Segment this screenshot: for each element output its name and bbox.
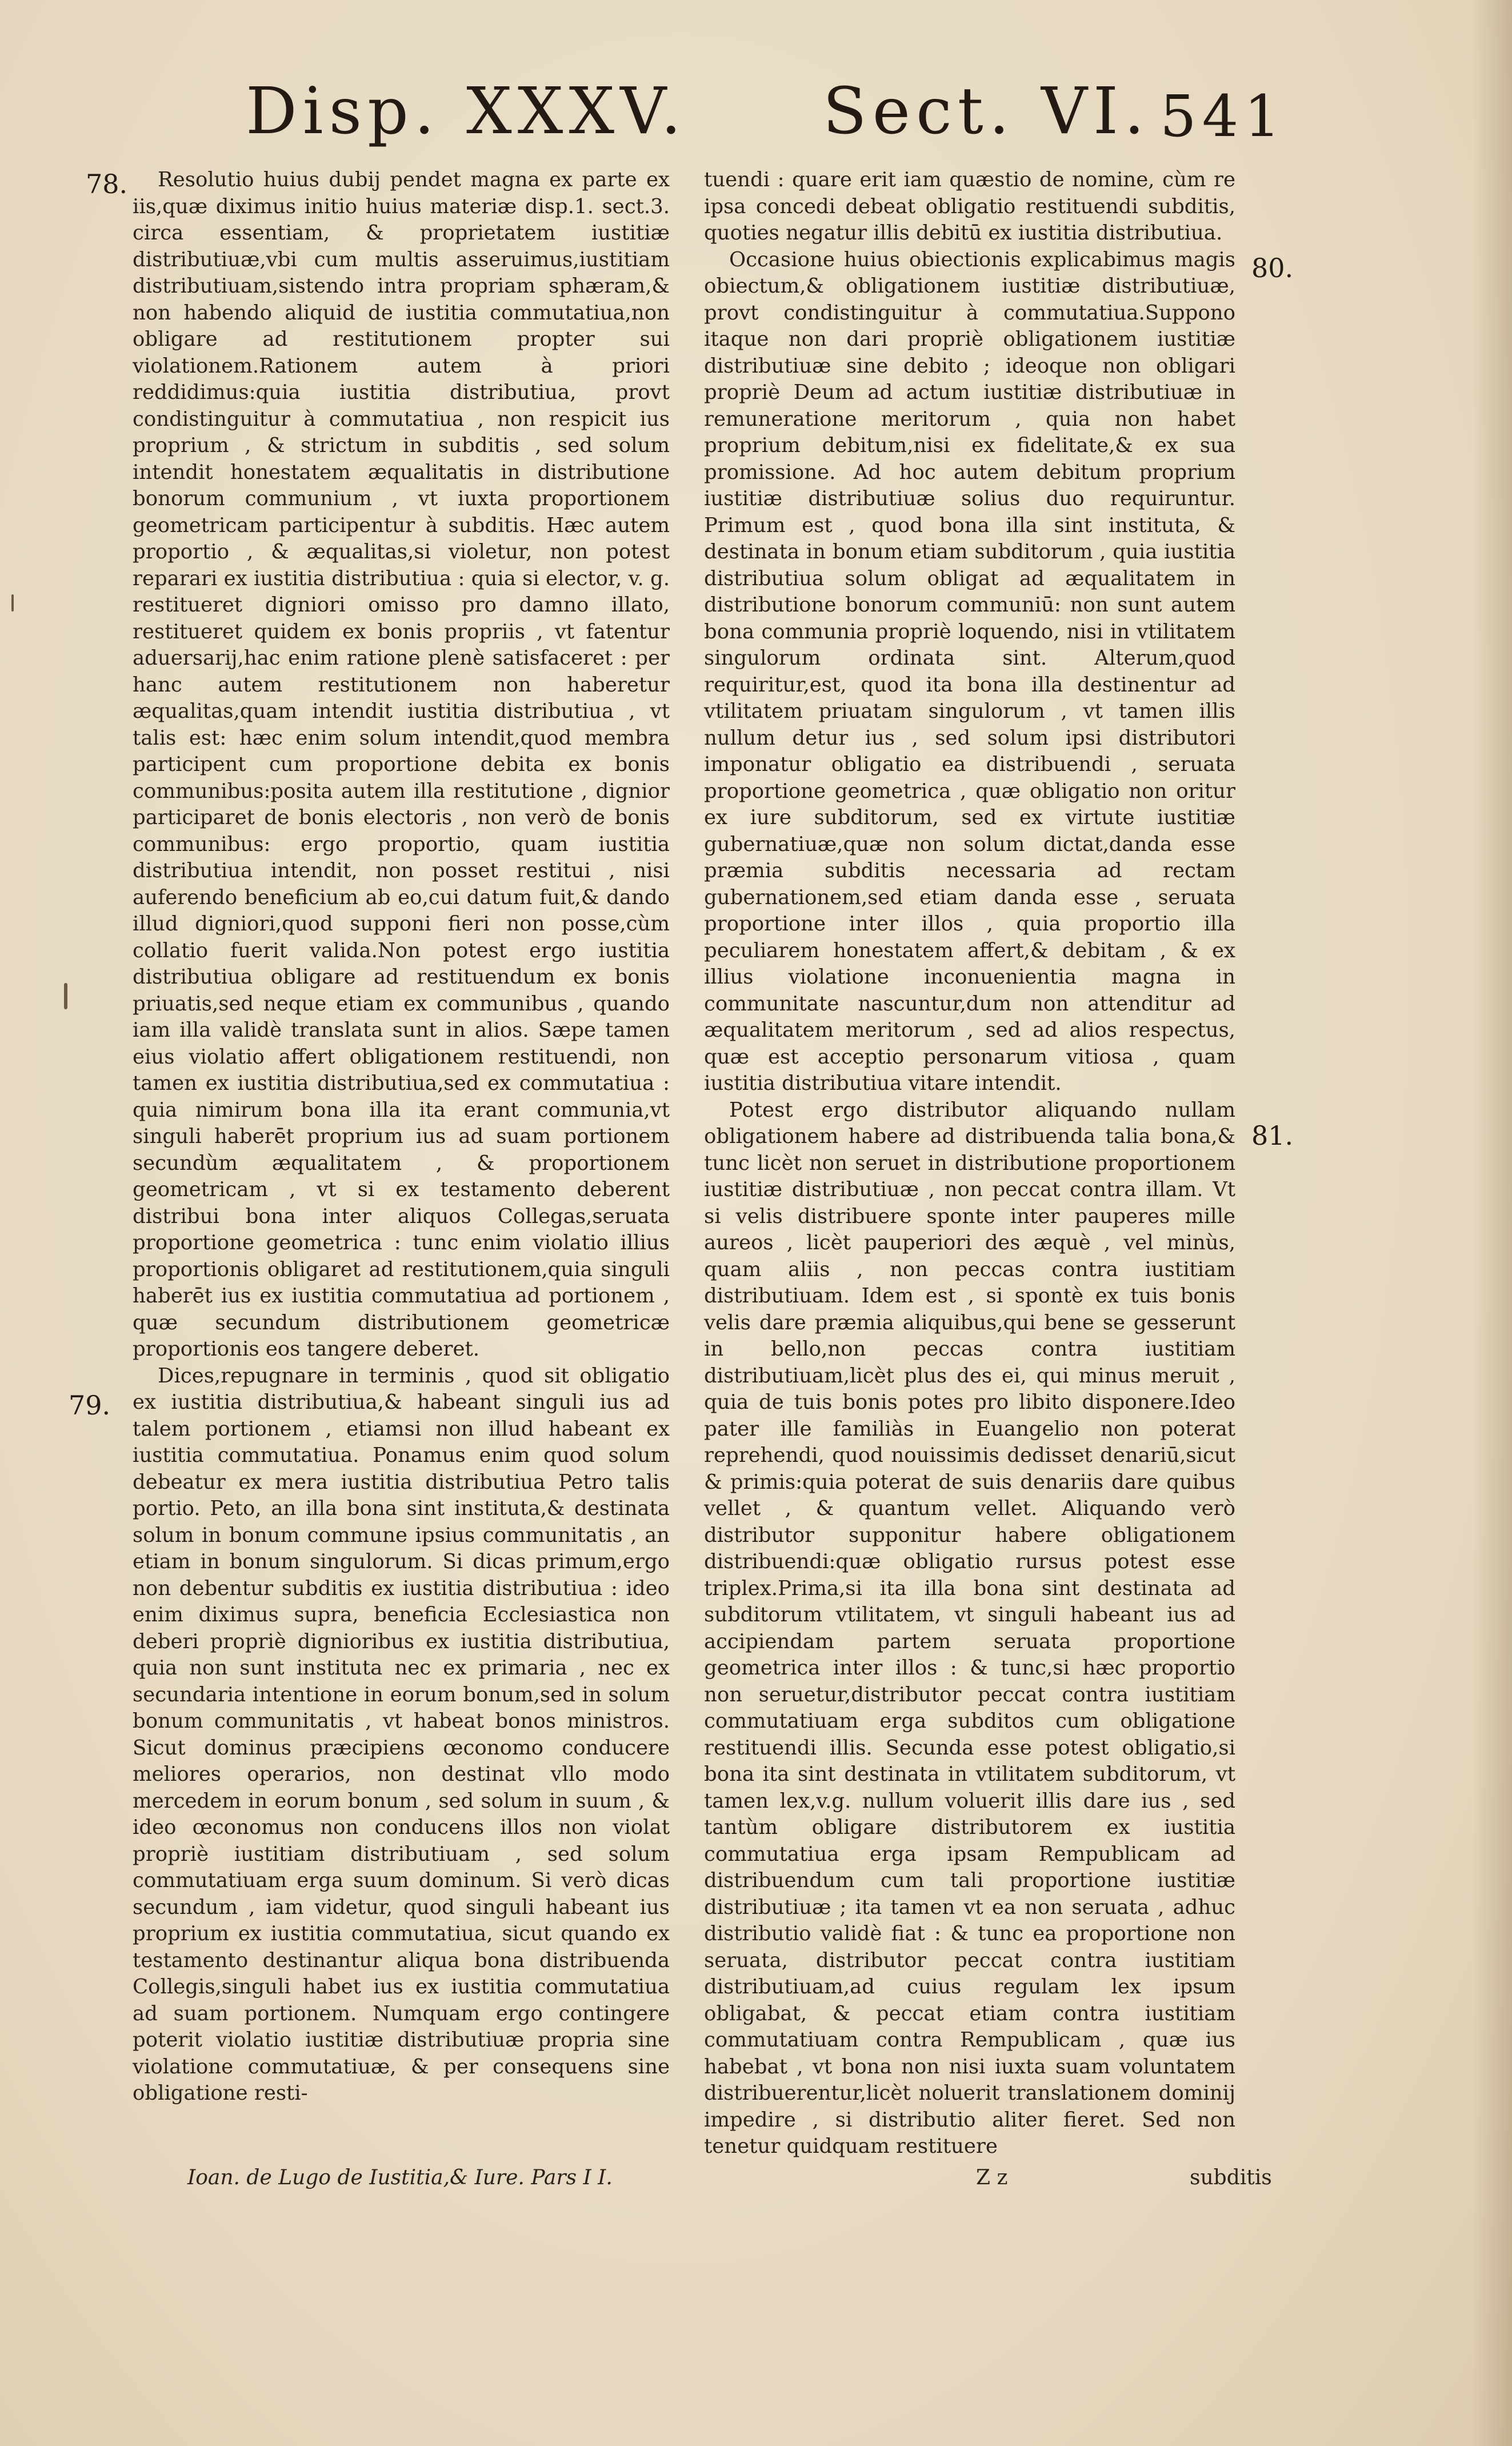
page-number: 541 bbox=[1160, 83, 1286, 150]
margin-number-79: 79. bbox=[69, 1390, 111, 1421]
paragraph-79-continued: tuendi : quare erit iam quæstio de nomine, cùm re ipsa concedi debeat obligatio restituendi subditis, quoties negatur illis debitū ex iustitia distributiua. bbox=[704, 168, 1235, 245]
paragraph-79: Dices,repugnare in terminis , quod sit obligatio ex iustitia distributiua,& habeant singuli ius ad talem portionem , etiamsi non illud habeant ex iustitia commutatiua. Ponamus enim quod solum debeatur ex mera iustitia distributiua Petro talis portio. Peto, an illa bona sint instituta,& destinata solum in bonum commune ipsius communitatis , an etiam in bonum singulorum. Si dicas primum,ergo non debentur subditis ex iustitia distributiua : ideo enim diximus supra, beneficia Ecclesiastica non deberi propriè dignioribus ex iustitia distributiua, quia non sunt instituta nec ex primaria , nec ex secundaria intentione in eorum bonum,sed in solum bonum communitatis , vt habeat bonos ministros. Sicut dominus præcipiens œconomo conducere meliores operarios, non destinat vllo modo mercedem in eorum bonum , sed solum in suum , & ideo œconomus non conducens illos non violat propriè iustitiam distributiuam , sed solum commutatiuam erga suum dominum. Si verò dicas secundum , iam videtur, quod singuli habeant ius proprium ex iustitia commutatiua, sicut quando ex testamento destinantur aliqua bona distribuenda Collegis,singuli habet ius ex iustitia commutatiua ad suam portionem. Numquam ergo contingere poterit violatio iustitiæ distributiuæ propria sine violatione commutatiuæ, & per consequens sine obligatione resti- bbox=[133, 1364, 670, 2105]
right-column bbox=[704, 167, 1235, 2160]
paragraph-81: Potest ergo distributor aliquando nullam obligationem habere ad distribuenda talia bona,& tunc licèt non seruet in distributione proportionem iustitiæ distributiuæ , non peccat contra illam. Vt si velis distribuere sponte inter pauperes mille aureos , licèt pauperiori des æquè , vel minùs, quam aliis , non peccas contra iustitiam distributiuam. Idem est , si spontè ex tuis bonis velis dare præmia aliquibus,qui bene se gesserunt in bello,non peccas contra iustitiam distributiuam,licèt plus des ei, qui minus meruit , quia de tuis bonis potes pro libito disponere.Ideo pater ille familiàs in Euangelio non poterat reprehendi, quod nouissimis dedisset denariū,sicut & primis:quia poterat de suis denariis dare quibus vellet , & quantum vellet. Aliquando verò distributor supponitur habere obligationem distribuendi:quæ obligatio rursus potest esse triplex.Prima,si ita illa bona sint destinata ad subditorum vtilitatem, vt singuli habeant ius ad accipiendam partem seruata proportione geometrica inter illos : & tunc,si hæc proportio non seruetur,distributor peccat contra iustitiam commutatiuam erga subditos cum obligatione restituendi illis. Secunda esse potest obligatio,si bona ita sint destinata in vtilitatem subditorum, vt tamen lex,v.g. nullum voluerit illis dare ius , sed tantùm obligare distributorem ex iustitia commutatiua erga ipsam Rempublicam ad distribuendum cum tali proportione iustitiæ distributiuæ ; ita tamen vt ea non seruata , adhuc distributio validè fiat : & tunc ea proportione non seruata, distributor peccat contra iustitiam distributiuam,ad cuius regulam lex ipsum obligabat, & peccat etiam contra iustitiam commutatiuam contra Rempublicam , quæ ius habebat , vt bona non nisi iuxta suam voluntatem distribuerentur,licèt noluerit translationem dominij impedire , si distributio aliter fieret. Sed non tenetur quidquam restituere bbox=[704, 1098, 1235, 2158]
running-head-disputation: Disp. XXXV. bbox=[246, 74, 687, 149]
ink-mark bbox=[11, 594, 14, 612]
paragraph-80: Occasione huius obiectionis explicabimus magis obiectum,& obligationem iustitiæ distributiuæ, provt condistinguitur à commutatiua.Suppono itaque non dari propriè obligationem iustitiæ distributiuæ sine debito ; ideoque non obligari propriè Deum ad actum iustitiæ distributiuæ in remuneratione meritorum , quia non habet proprium debitum,nisi ex fidelitate,& ex sua promissione. Ad hoc autem debitum proprium iustitiæ distributiuæ solius duo requiruntur. Primum est , quod bona illa sint instituta, & destinata in bonum etiam subditorum , quia iustitia distributiua solum obligat ad æqualitatem in distributione bonorum communiū: non sunt autem bona communia propriè loquendo, nisi in vtilitatem singulorum ordinata sint. Alterum,quod requiritur,est, quod ita bona illa destinentur ad vtilitatem priuatam singulorum , vt tamen illis nullum detur ius , sed solum ipsi distributori imponatur obligatio ea distribuendi , seruata proportione geometrica , quæ obligatio non oritur ex iure subditorum, sed ex virtute iustitiæ gubernatiuæ,quæ non solum dictat,danda esse præmia subditis necessaria ad rectam gubernationem,sed etiam danda esse , seruata proportione inter illos , quia proportio illa peculiarem honestatem affert,& debitam , & ex illius violatione inconuenientia magna in communitate nascuntur,dum non attenditur ad æqualitatem meritorum , sed ad alios respectus, quæ est acceptio personarum vitiosa , quam iustitia distributiua vitare intendit. bbox=[704, 247, 1235, 1095]
margin-number-78: 78. bbox=[86, 169, 128, 199]
margin-number-80: 80. bbox=[1251, 253, 1294, 283]
signature-mark: Z z bbox=[976, 2166, 1008, 2189]
footer-running-title: Ioan. de Lugo de Iustitia,& Iure. Pars I I. bbox=[187, 2166, 613, 2189]
running-head-section: Sect. VI. bbox=[823, 74, 1150, 149]
ink-mark bbox=[64, 983, 67, 1009]
left-column bbox=[133, 167, 670, 2107]
page-edge-shadow bbox=[1472, 0, 1512, 2446]
catchword: subditis bbox=[1190, 2166, 1272, 2189]
paragraph-78: Resolutio huius dubij pendet magna ex parte ex iis,quæ diximus initio huius materiæ disp.1. sect.3. circa essentiam, & proprietatem iustitiæ distributiuæ,vbi cum multis asseruimus,iustitiam distributiuam,sistendo intra propriam sphæram,& non habendo aliquid de iustitia commutatiua,non obligare ad restitutionem propter sui violationem.Rationem autem à priori reddidimus:quia iustitia distributiua, provt condistinguitur à commutatiua , non respicit ius proprium , & strictum in subditis , sed solum intendit honestatem æqualitatis in distributione bonorum communium , vt iuxta proportionem geometricam participentur à subditis. Hæc autem proportio , & æqualitas,si violetur, non potest reparari ex iustitia distributiua : quia si elector, v. g. restitueret digniori omisso pro damno illato, restitueret quidem ex bonis propriis , vt fatentur aduersarij,hac enim ratione plenè satisfaceret : per hanc autem restitutionem non haberetur æqualitas,quam intendit iustitia distributiua , vt talis est: hæc enim solum intendit,quod membra participent cum proportione debita ex bonis communibus:posita autem illa restitutione , dignior participaret de bonis electoris , non verò de bonis communibus: ergo proportio, quam iustitia distributiua intendit, non posset restitui , nisi auferendo beneficium ab eo,cui datum fuit,& dando illud digniori,quod supponi fieri non posse,cùm collatio fuerit valida.Non potest ergo iustitia distributiua obligare ad restituendum ex bonis priuatis,sed neque etiam ex communibus , quando iam illa validè translata sunt in alios. Sæpe tamen eius violatio affert obligationem restituendi, non tamen ex iustitia distributiua,sed ex commutatiua : quia nimirum bona illa ita erant communia,vt singuli haberēt proprium ius ad suam portionem secundùm æqualitatem , & proportionem geometricam , vt si ex testamento deberent distribui bona inter aliquos Collegas,seruata proportione geometrica : tunc enim violatio illius proportionis obligaret ad restitutionem,quia singuli haberēt ius ex iustitia commutatiua ad portionem , quæ secundum distributionem geometricæ proportionis eos tangere deberet. bbox=[133, 168, 670, 1361]
margin-number-81: 81. bbox=[1251, 1120, 1294, 1151]
